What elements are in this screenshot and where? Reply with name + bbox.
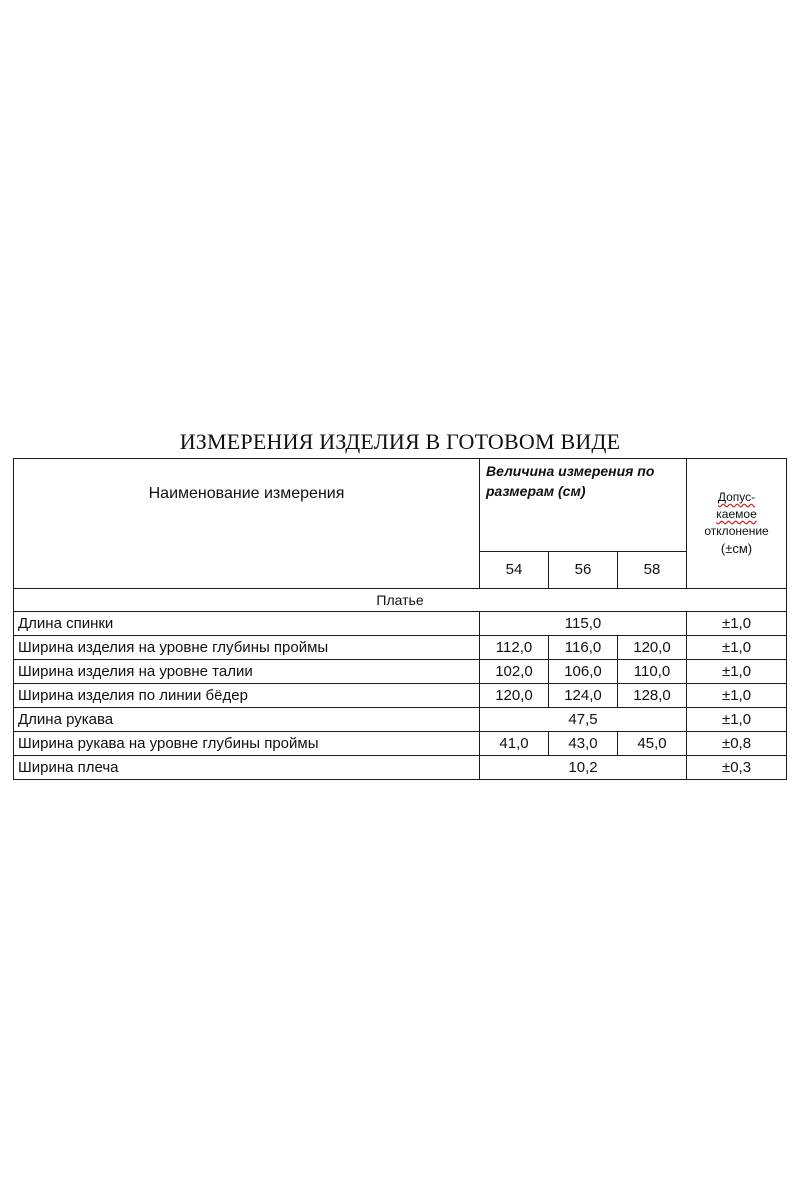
row-value-54: 102,0 [480, 660, 549, 684]
row-value-58: 128,0 [618, 684, 687, 708]
row-tolerance: ±0,8 [687, 732, 787, 756]
row-tolerance: ±1,0 [687, 708, 787, 732]
row-value-54: 112,0 [480, 636, 549, 660]
header-size-56: 56 [549, 552, 618, 589]
table-row [14, 636, 787, 660]
row-value-merged: 47,5 [480, 708, 687, 732]
row-name: Ширина изделия на уровне талии [14, 660, 480, 684]
page-title: ИЗМЕРЕНИЯ ИЗДЕЛИЯ В ГОТОВОМ ВИДЕ [179, 429, 621, 454]
tolerance-unit: (±см) [720, 541, 753, 556]
table-row [14, 732, 787, 756]
tolerance-label-line1: Допус- [717, 490, 756, 504]
row-name: Длина рукава [14, 708, 480, 732]
header-size-58: 58 [618, 552, 687, 589]
row-name: Ширина изделия по линии бёдер [14, 684, 480, 708]
tolerance-label-line2: каемое [716, 507, 757, 521]
section-title: Платье [14, 589, 787, 612]
measurements-table [13, 458, 787, 780]
row-value-merged: 10,2 [480, 756, 687, 780]
row-value-54: 41,0 [480, 732, 549, 756]
header-row [14, 459, 787, 552]
row-tolerance: ±1,0 [687, 660, 787, 684]
row-tolerance: ±1,0 [687, 636, 787, 660]
table-row [14, 708, 787, 732]
row-tolerance: ±1,0 [687, 612, 787, 636]
header-name-column: Наименование измерения [14, 459, 480, 589]
table-row [14, 660, 787, 684]
row-name: Ширина плеча [14, 756, 480, 780]
row-value-58: 120,0 [618, 636, 687, 660]
row-tolerance: ±0,3 [687, 756, 787, 780]
table-row [14, 612, 787, 636]
table-row [14, 756, 787, 780]
row-value-56: 43,0 [549, 732, 618, 756]
row-value-56: 106,0 [549, 660, 618, 684]
row-value-merged: 115,0 [480, 612, 687, 636]
header-size-54: 54 [480, 552, 549, 589]
header-tolerance [687, 459, 787, 589]
row-value-56: 116,0 [549, 636, 618, 660]
row-name: Ширина рукава на уровне глубины проймы [14, 732, 480, 756]
table-row [14, 684, 787, 708]
row-tolerance: ±1,0 [687, 684, 787, 708]
row-value-58: 110,0 [618, 660, 687, 684]
section-row [14, 589, 787, 612]
row-name: Длина спинки [14, 612, 480, 636]
row-name: Ширина изделия на уровне глубины проймы [14, 636, 480, 660]
row-value-56: 124,0 [549, 684, 618, 708]
tolerance-label-line3: отклонение [704, 524, 769, 538]
header-size-group: Величина измерения по размерам (см) [480, 459, 687, 552]
row-value-54: 120,0 [480, 684, 549, 708]
row-value-58: 45,0 [618, 732, 687, 756]
